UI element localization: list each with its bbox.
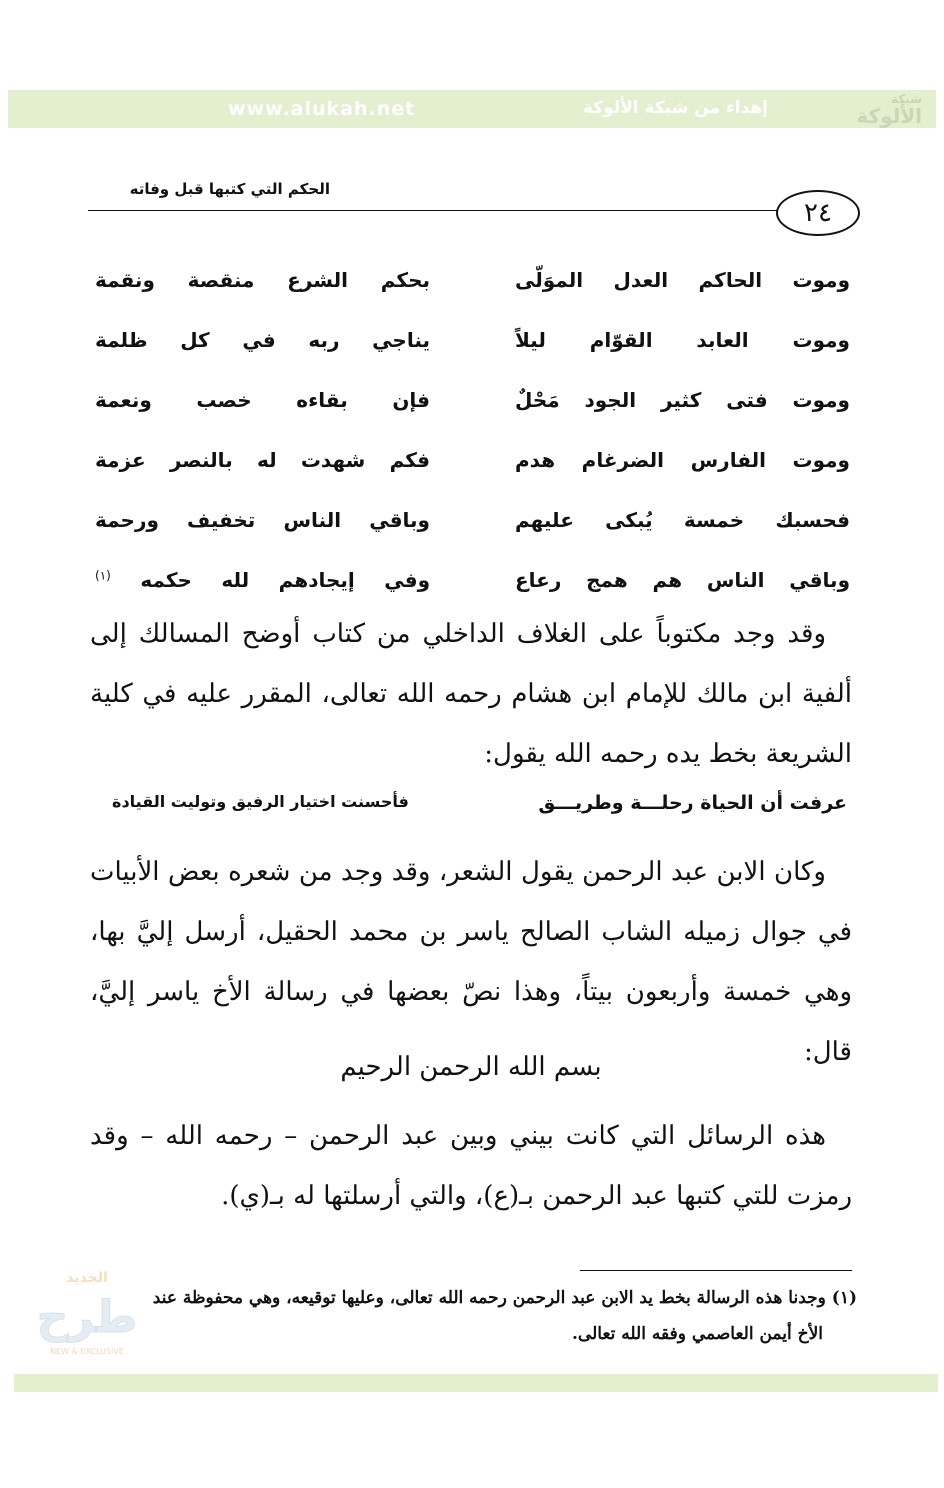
paragraph-1-text: وقد وجد مكتوباً على الغلاف الداخلي من كتاب أوضح المسالك إلى ألفية ابن مالك للإمام ابن هشام رحمه الله تعالى، المقرر عليه في كلية الشريعة بخط يده رحمه الله يقول: (90, 619, 852, 769)
watermark-bottom: NEW & EXCLUSIVE (50, 1347, 124, 1356)
watermark-logo (22, 1262, 152, 1362)
footnote-rule (580, 1270, 852, 1271)
poem-hemistich-left: بحكم الشرع منقصة ونقمة (95, 268, 430, 292)
poem-hemistich-right: وموت فتى كثير الجود مَحْلٌ (515, 388, 850, 412)
banner-site-url[interactable]: www.alukah.net (228, 98, 416, 120)
logo-line1: شبكة (891, 92, 922, 106)
poem-row (95, 550, 850, 610)
logo-line2: الألوكة (856, 104, 922, 128)
poem-hemistich-left: فإن بقاءه خصب ونعمة (95, 388, 430, 412)
poem (95, 250, 850, 610)
watermark-top: الجديد (66, 1270, 108, 1286)
poem-hemistich-left (95, 568, 430, 592)
poem-hemistich-right: وموت الحاكم العدل الموَلّى (515, 268, 850, 292)
footnote-line2: الأخ أيمن العاصمي وفقه الله تعالى. (572, 1324, 823, 1344)
poem-hemistich-left-text: وفي إيجادهم لله حكمه (140, 568, 430, 592)
verse-second: فأحسنت اختيار الرفيق وتوليت القيادة (112, 792, 409, 811)
verse-first: عرفت أن الحياة رحلـــة وطريـــق (538, 792, 847, 814)
footnote-line1: (١) وجدنا هذه الرسالة بخط يد الابن عبد الرحمن رحمه الله تعالى، وعليها توقيعه، وهي محفوظة عند (152, 1288, 857, 1308)
poem-hemistich-left: يناجي ربه في كل ظلمة (95, 328, 430, 352)
poem-row (95, 490, 850, 550)
running-title: الحكم التي كتبها قبل وفاته (129, 180, 330, 198)
poem-hemistich-right: فحسبك خمسة يُبكى عليهم (515, 508, 850, 532)
poem-hemistich-left: فكم شهدت له بالنصر عزمة (95, 448, 430, 472)
paragraph-2-text: وكان الابن عبد الرحمن يقول الشعر، وقد وجد من شعره بعض الأبيات في جوال زميله الشاب الصالح ياسر بن محمد الحقيل، أرسل إليَّ بها، وهي خمسة وأربعون بيتاً، وهذا نصّ بعضها في رسالة الأخ ياسر إليَّ، قال: (90, 857, 852, 1067)
footnote-marker[interactable]: (١) (95, 568, 111, 583)
basmala: بسم الله الرحمن الرحيم (340, 1052, 602, 1082)
poem-row (95, 430, 850, 490)
poem-row (95, 250, 850, 310)
paragraph-2 (90, 842, 852, 1082)
paragraph-3 (90, 1106, 852, 1226)
poem-hemistich-left: وباقي الناس تخفيف ورحمة (95, 508, 430, 532)
header-rule (88, 210, 788, 211)
poem-hemistich-right: وباقي الناس هم همج رعاع (515, 568, 850, 592)
quoted-verse (112, 792, 847, 814)
banner-gift-text: إهداء من شبكة الألوكة (582, 98, 768, 118)
footnote (105, 1280, 857, 1352)
poem-hemistich-right: وموت الفارس الضرغام هدم (515, 448, 850, 472)
bottom-bar (14, 1374, 938, 1392)
paragraph-3-text: هذه الرسائل التي كانت بيني وبين عبد الرحمن – رحمه الله – وقد رمزت للتي كتبها عبد الرحمن بـ(ع)، والتي أرسلتها له بـ(ي). (90, 1121, 852, 1211)
poem-row (95, 310, 850, 370)
alukah-logo (826, 92, 922, 128)
watermark-main: طرح (36, 1292, 138, 1343)
top-banner (8, 90, 936, 128)
page-number: ٢٤ (776, 190, 860, 236)
poem-row (95, 370, 850, 430)
poem-hemistich-right: وموت العابد القوّام ليلاً (515, 328, 850, 352)
paragraph-1 (90, 604, 852, 784)
